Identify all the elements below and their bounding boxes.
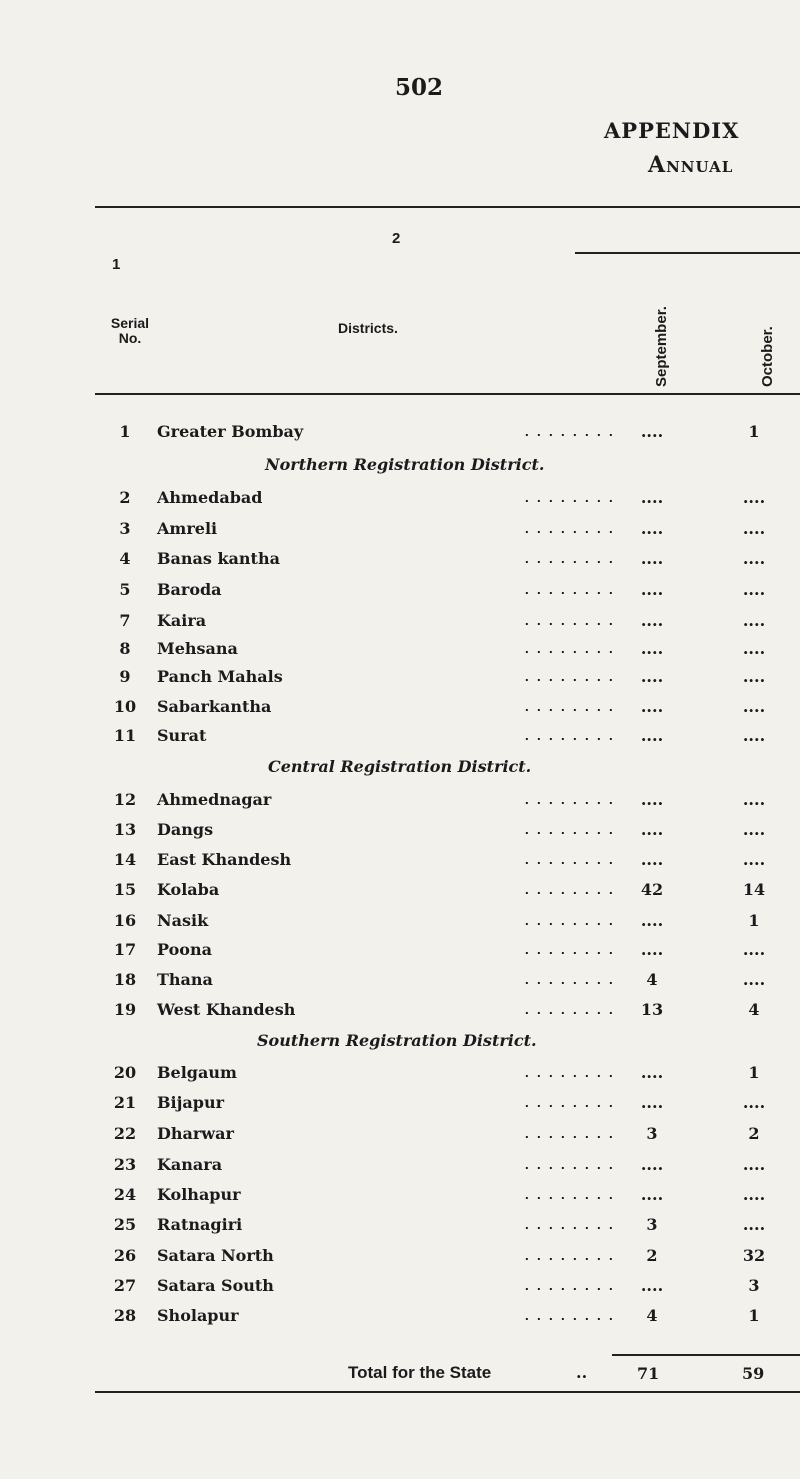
district-cell: Bijapur — [157, 1093, 225, 1112]
table-row — [0, 488, 800, 518]
serial-cell: 14 — [113, 850, 137, 869]
serial-cell: 2 — [119, 488, 131, 507]
page-number: 502 — [395, 74, 444, 101]
september-cell: 3 — [646, 1124, 658, 1143]
october-cell: .... — [742, 1093, 766, 1112]
district-cell: Kanara — [157, 1155, 223, 1174]
october-cell: .... — [742, 549, 766, 568]
table-row — [0, 611, 800, 641]
serial-cell: 19 — [113, 1000, 137, 1019]
district-cell: Dangs — [157, 820, 214, 839]
september-cell: .... — [640, 422, 664, 441]
september-cell: .... — [640, 850, 664, 869]
september-header: September. — [653, 306, 670, 387]
september-cell: .... — [640, 519, 664, 538]
serial-cell: 16 — [113, 911, 137, 930]
september-cell: 4 — [646, 970, 658, 989]
leader-dots: . . . . . . . . — [524, 426, 615, 439]
table-row — [0, 519, 800, 549]
september-cell: .... — [640, 611, 664, 630]
serial-cell: 13 — [113, 820, 137, 839]
header-bottom-rule — [95, 393, 800, 395]
serial-cell: 4 — [119, 549, 131, 568]
leader-dots: . . . . . . . . — [524, 1067, 615, 1080]
table-row — [0, 1215, 800, 1245]
serial-cell: 18 — [113, 970, 137, 989]
october-cell: 2 — [748, 1124, 760, 1143]
district-cell: Baroda — [157, 580, 222, 599]
serial-cell: 9 — [119, 667, 131, 686]
serial-cell: 27 — [113, 1276, 137, 1295]
district-cell: West Khandesh — [157, 1000, 296, 1019]
leader-dots: . . . . . . . . — [524, 1128, 615, 1141]
september-cell: .... — [640, 667, 664, 686]
leader-dots: . . . . . . . . — [524, 884, 615, 897]
september-cell: .... — [640, 1155, 664, 1174]
district-cell: Surat — [157, 726, 207, 745]
serial-cell: 1 — [119, 422, 131, 441]
september-cell: .... — [640, 697, 664, 716]
district-cell: Kolaba — [157, 880, 220, 899]
september-cell: .... — [640, 940, 664, 959]
serial-header-line2: No. — [118, 330, 142, 346]
bottom-rule — [95, 1391, 800, 1393]
october-cell: 1 — [748, 422, 760, 441]
serial-cell: 3 — [119, 519, 131, 538]
october-cell: 1 — [748, 1063, 760, 1082]
subheader-rule — [575, 252, 800, 254]
district-cell: Ratnagiri — [157, 1215, 243, 1234]
october-cell: .... — [742, 820, 766, 839]
table-row — [0, 1063, 800, 1093]
leader-dots: . . . . . . . . — [524, 794, 615, 807]
total-october: 59 — [742, 1364, 765, 1383]
table-row — [0, 1306, 800, 1336]
table-row — [0, 1246, 800, 1276]
serial-cell: 26 — [113, 1246, 137, 1265]
serial-cell: 22 — [113, 1124, 137, 1143]
serial-cell: 7 — [119, 611, 131, 630]
september-cell: .... — [640, 726, 664, 745]
table-row — [0, 880, 800, 910]
table-row — [0, 850, 800, 880]
district-cell: Thana — [157, 970, 213, 989]
table-row — [0, 911, 800, 941]
october-cell: .... — [742, 970, 766, 989]
district-cell: Greater Bombay — [157, 422, 304, 441]
leader-dots: . . . . . . . . — [524, 854, 615, 867]
serial-cell: 28 — [113, 1306, 137, 1325]
leader-dots: . . . . . . . . — [524, 915, 615, 928]
leader-dots: . . . . . . . . — [524, 1004, 615, 1017]
serial-cell: 23 — [113, 1155, 137, 1174]
column-number-2: 2 — [392, 230, 401, 247]
leader-dots: . . . . . . . . — [524, 1250, 615, 1263]
september-cell: 42 — [640, 880, 664, 899]
serial-cell: 5 — [119, 580, 131, 599]
table-row — [0, 1276, 800, 1306]
total-label: Total for the State — [348, 1363, 492, 1382]
table-row — [0, 1155, 800, 1185]
serial-cell: 11 — [113, 726, 137, 745]
table-row — [0, 940, 800, 970]
leader-dots: . . . . . . . . — [524, 974, 615, 987]
september-cell: 3 — [646, 1215, 658, 1234]
october-cell: 14 — [742, 880, 766, 899]
table-row — [0, 697, 800, 727]
district-cell: Satara North — [157, 1246, 274, 1265]
october-cell: 4 — [748, 1000, 760, 1019]
district-cell: Banas kantha — [157, 549, 280, 568]
leader-dots: . . . . . . . . — [524, 1310, 615, 1323]
october-cell: .... — [742, 1185, 766, 1204]
table-row — [0, 667, 800, 697]
leader-dots: . . . . . . . . — [524, 1280, 615, 1293]
district-cell: Poona — [157, 940, 212, 959]
table-row — [0, 422, 800, 452]
column-number-1: 1 — [112, 256, 121, 273]
september-cell: .... — [640, 1063, 664, 1082]
october-cell: .... — [742, 790, 766, 809]
september-cell: .... — [640, 1276, 664, 1295]
leader-dots: . . . . . . . . — [524, 615, 615, 628]
leader-dots: . . . . . . . . — [524, 643, 615, 656]
october-cell: .... — [742, 726, 766, 745]
district-cell: Ahmednagar — [157, 790, 272, 809]
october-cell: 1 — [748, 1306, 760, 1325]
leader-dots: . . . . . . . . — [524, 730, 615, 743]
top-rule — [95, 206, 800, 208]
serial-cell: 15 — [113, 880, 137, 899]
district-cell: Amreli — [157, 519, 218, 538]
table-row — [0, 820, 800, 850]
district-cell: Mehsana — [157, 639, 238, 658]
serial-cell: 21 — [113, 1093, 137, 1112]
leader-dots: . . . . . . . . — [524, 671, 615, 684]
serial-cell: 24 — [113, 1185, 137, 1204]
september-cell: 2 — [646, 1246, 658, 1265]
annual-subtitle: Annual — [648, 152, 734, 178]
serial-header — [100, 316, 160, 346]
district-cell: Kaira — [157, 611, 207, 630]
table-row — [0, 1000, 800, 1030]
serial-cell: 17 — [113, 940, 137, 959]
october-cell: .... — [742, 611, 766, 630]
september-cell: .... — [640, 549, 664, 568]
district-cell: Kolhapur — [157, 1185, 241, 1204]
leader-dots: . . . . . . . . — [524, 944, 615, 957]
table-row — [0, 726, 800, 756]
september-cell: .... — [640, 639, 664, 658]
serial-header-line1: Serial — [110, 315, 150, 331]
leader-dots: . . . . . . . . — [524, 553, 615, 566]
table-row — [0, 549, 800, 579]
october-cell: .... — [742, 697, 766, 716]
october-cell: .... — [742, 1215, 766, 1234]
september-cell: .... — [640, 790, 664, 809]
october-cell: .... — [742, 850, 766, 869]
september-cell: .... — [640, 1185, 664, 1204]
district-cell: Belgaum — [157, 1063, 237, 1082]
leader-dots: . . . . . . . . — [524, 584, 615, 597]
october-header: October. — [759, 326, 776, 387]
district-cell: Nasik — [157, 911, 209, 930]
september-cell: .... — [640, 580, 664, 599]
leader-dots: . . . . . . . . — [524, 1097, 615, 1110]
serial-cell: 20 — [113, 1063, 137, 1082]
october-cell: .... — [742, 580, 766, 599]
section-central: Central Registration District. — [268, 757, 532, 776]
table-row — [0, 1185, 800, 1215]
districts-header: Districts. — [338, 320, 398, 336]
october-cell: .... — [742, 667, 766, 686]
leader-dots: . . . . . . . . — [524, 523, 615, 536]
district-cell: Sholapur — [157, 1306, 239, 1325]
section-northern: Northern Registration District. — [265, 455, 545, 474]
september-cell: 13 — [640, 1000, 664, 1019]
district-cell: Satara South — [157, 1276, 274, 1295]
october-cell: 3 — [748, 1276, 760, 1295]
october-cell: 32 — [742, 1246, 766, 1265]
total-top-rule — [612, 1354, 800, 1356]
leader-dots: . . . . . . . . — [524, 492, 615, 505]
district-cell: Panch Mahals — [157, 667, 283, 686]
table-row — [0, 1124, 800, 1154]
leader-dots: . . . . . . . . — [524, 701, 615, 714]
october-cell: .... — [742, 940, 766, 959]
appendix-title: APPENDIX — [604, 118, 740, 143]
september-cell: .... — [640, 488, 664, 507]
leader-dots: . . . . . . . . — [524, 1219, 615, 1232]
serial-cell: 8 — [119, 639, 131, 658]
total-september: 71 — [637, 1364, 660, 1383]
october-cell: .... — [742, 639, 766, 658]
october-cell: .... — [742, 1155, 766, 1174]
table-row — [0, 1093, 800, 1123]
october-cell: .... — [742, 519, 766, 538]
section-southern: Southern Registration District. — [257, 1031, 537, 1050]
table-row — [0, 790, 800, 820]
leader-dots: . . . . . . . . — [524, 824, 615, 837]
september-cell: .... — [640, 820, 664, 839]
table-row — [0, 580, 800, 610]
september-cell: .... — [640, 1093, 664, 1112]
leader-dots: . . . . . . . . — [524, 1159, 615, 1172]
district-cell: Sabarkantha — [157, 697, 272, 716]
september-cell: 4 — [646, 1306, 658, 1325]
serial-cell: 10 — [113, 697, 137, 716]
district-cell: Ahmedabad — [157, 488, 263, 507]
october-cell: .... — [742, 488, 766, 507]
district-cell: East Khandesh — [157, 850, 292, 869]
total-leader: .. — [576, 1363, 588, 1382]
serial-cell: 25 — [113, 1215, 137, 1234]
table-row — [0, 639, 800, 669]
serial-cell: 12 — [113, 790, 137, 809]
leader-dots: . . . . . . . . — [524, 1189, 615, 1202]
september-cell: .... — [640, 911, 664, 930]
district-cell: Dharwar — [157, 1124, 234, 1143]
table-row — [0, 970, 800, 1000]
october-cell: 1 — [748, 911, 760, 930]
